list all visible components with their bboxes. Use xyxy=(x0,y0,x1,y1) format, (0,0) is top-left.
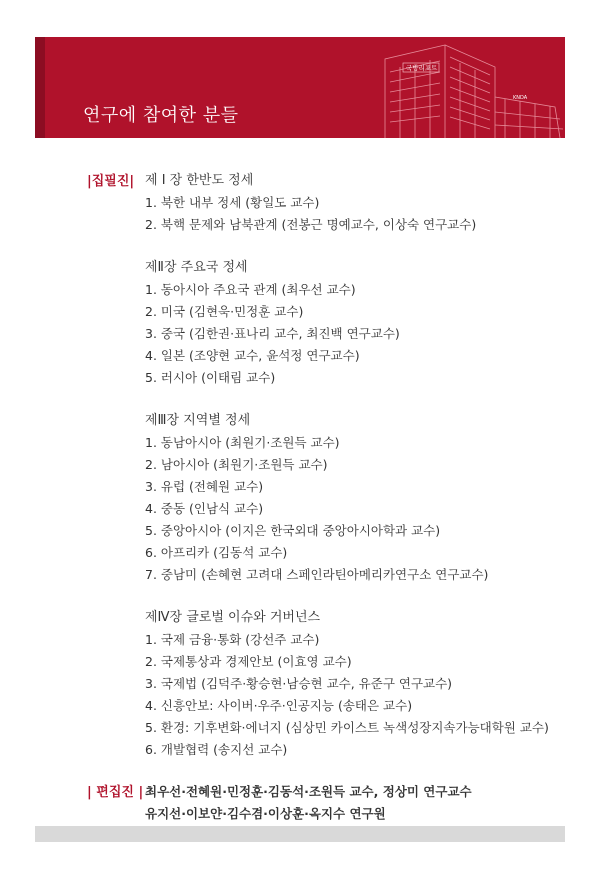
editors-line: 최우선·전혜원·민정훈·김동석·조원득 교수, 정상미 연구교수 xyxy=(145,784,472,799)
chapter-title: 제Ⅱ장 주요국 정세 xyxy=(145,260,248,275)
list-item: 2. 북핵 문제와 남북관계 (전봉근 명예교수, 이상숙 연구교수) xyxy=(145,217,477,232)
writers-body xyxy=(145,170,567,761)
page-title: 연구에 참여한 분들 xyxy=(83,105,239,126)
list-item: 1. 국제 금융·통화 (강선주 교수) xyxy=(145,632,320,647)
list-item: 5. 중앙아시아 (이지은 한국외대 중앙아시아학과 교수) xyxy=(145,523,441,538)
header-banner xyxy=(35,37,565,138)
writers-block xyxy=(87,170,567,761)
building-sign: 국방리포트 xyxy=(406,64,438,72)
building-illustration xyxy=(365,37,565,138)
list-item: 1. 동남아시아 (최원기·조원득 교수) xyxy=(145,435,340,450)
banner-stripe xyxy=(35,37,45,138)
list-item: 6. 아프리카 (김동석 교수) xyxy=(145,545,288,560)
list-item: 4. 중동 (인남식 교수) xyxy=(145,501,264,516)
list-item: 7. 중남미 (손혜현 고려대 스페인라틴아메리카연구소 연구교수) xyxy=(145,567,489,582)
editors-line: 유지선·이보얀·김수겸·이상훈·옥지수 연구원 xyxy=(145,806,386,821)
list-item: 6. 개발협력 (송지선 교수) xyxy=(145,742,288,757)
building-sign-2: KNDA xyxy=(513,95,528,101)
contributors-list xyxy=(87,170,567,825)
footer-bar xyxy=(35,826,565,842)
editors-block xyxy=(87,781,567,825)
list-item: 4. 신흥안보: 사이버·우주·인공지능 (송태은 교수) xyxy=(145,698,413,713)
list-item: 1. 북한 내부 정세 (황일도 교수) xyxy=(145,195,320,210)
list-item: 2. 남아시아 (최원기·조원득 교수) xyxy=(145,457,328,472)
list-item: 5. 러시아 (이태림 교수) xyxy=(145,370,276,385)
list-item: 1. 동아시아 주요국 관계 (최우선 교수) xyxy=(145,282,356,297)
list-item: 3. 중국 (김한권·표나리 교수, 최진백 연구교수) xyxy=(145,326,400,341)
editors-tag: | 편집진 | xyxy=(87,785,144,800)
chapter-title: 제 I 장 한반도 정세 xyxy=(145,173,254,188)
chapter-title: 제Ⅲ장 지역별 정세 xyxy=(145,413,251,428)
list-item: 3. 유럽 (전혜원 교수) xyxy=(145,479,264,494)
list-item: 2. 미국 (김현욱·민정훈 교수) xyxy=(145,304,304,319)
list-item: 4. 일본 (조양현 교수, 윤석정 연구교수) xyxy=(145,348,360,363)
list-item: 5. 환경: 기후변화·에너지 (심상민 카이스트 녹색성장지속가능대학원 교수) xyxy=(145,720,549,735)
writers-tag: |집필진| xyxy=(87,174,135,189)
chapter-title: 제Ⅳ장 글로벌 이슈와 거버넌스 xyxy=(145,610,321,625)
list-item: 3. 국제법 (김덕주·황승현·남승현 교수, 유준구 연구교수) xyxy=(145,676,453,691)
list-item: 2. 국제통상과 경제안보 (이효영 교수) xyxy=(145,654,352,669)
editors-body xyxy=(145,781,567,825)
